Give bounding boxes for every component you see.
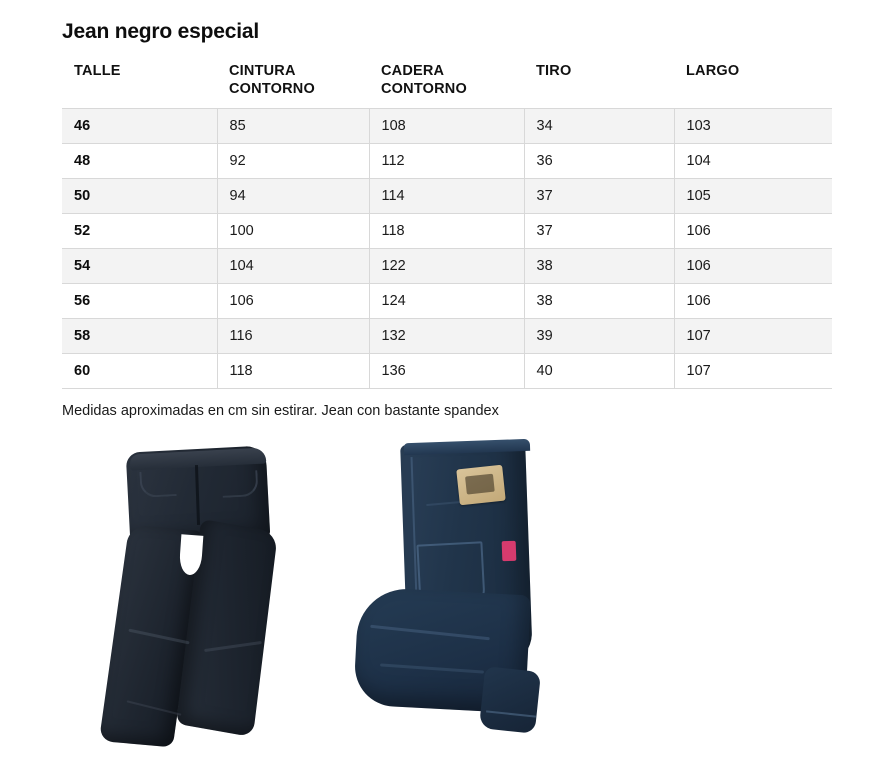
cell-cintura: 94 bbox=[217, 179, 369, 214]
column-header-talle-line1: TALLE bbox=[74, 63, 121, 79]
size-chart-table bbox=[62, 62, 832, 389]
column-header-tiro-line1: TIRO bbox=[536, 63, 572, 79]
cell-talle: 46 bbox=[62, 109, 217, 144]
column-header-cintura-line2: CONTORNO bbox=[229, 81, 315, 98]
column-header-tiro bbox=[524, 62, 674, 109]
cell-tiro: 36 bbox=[524, 144, 674, 179]
column-header-largo bbox=[674, 62, 832, 109]
size-chart-body bbox=[62, 109, 832, 389]
cell-tiro: 38 bbox=[524, 284, 674, 319]
jean-folded-cuff bbox=[479, 666, 541, 734]
table-row bbox=[62, 109, 832, 144]
cell-cadera: 124 bbox=[369, 284, 524, 319]
cell-largo: 104 bbox=[674, 144, 832, 179]
table-header-row bbox=[62, 62, 832, 109]
cell-cadera: 112 bbox=[369, 144, 524, 179]
cell-talle: 56 bbox=[62, 284, 217, 319]
column-header-cintura-line1: CINTURA bbox=[229, 63, 296, 79]
cell-talle: 52 bbox=[62, 214, 217, 249]
table-row bbox=[62, 144, 832, 179]
cell-cintura: 116 bbox=[217, 319, 369, 354]
table-row bbox=[62, 354, 832, 389]
cell-cadera: 132 bbox=[369, 319, 524, 354]
table-row bbox=[62, 179, 832, 214]
cell-largo: 107 bbox=[674, 319, 832, 354]
cell-cadera: 108 bbox=[369, 109, 524, 144]
cell-largo: 106 bbox=[674, 284, 832, 319]
cell-talle: 54 bbox=[62, 249, 217, 284]
column-header-cintura bbox=[217, 62, 369, 109]
cell-cadera: 118 bbox=[369, 214, 524, 249]
measurements-note: Medidas aproximadas en cm sin estirar. Jean con bastante spandex bbox=[62, 403, 499, 420]
table-row bbox=[62, 214, 832, 249]
cell-cadera: 136 bbox=[369, 354, 524, 389]
cell-tiro: 38 bbox=[524, 249, 674, 284]
cell-talle: 48 bbox=[62, 144, 217, 179]
jean-folded-photo bbox=[346, 441, 586, 761]
cell-cintura: 92 bbox=[217, 144, 369, 179]
cell-talle: 50 bbox=[62, 179, 217, 214]
cell-cintura: 104 bbox=[217, 249, 369, 284]
cell-largo: 105 bbox=[674, 179, 832, 214]
cell-cintura: 118 bbox=[217, 354, 369, 389]
cell-talle: 58 bbox=[62, 319, 217, 354]
product-photos bbox=[62, 441, 831, 771]
page-title: Jean negro especial bbox=[62, 20, 259, 43]
cell-talle: 60 bbox=[62, 354, 217, 389]
column-header-talle bbox=[62, 62, 217, 109]
cell-largo: 103 bbox=[674, 109, 832, 144]
column-header-cadera-line1: CADERA bbox=[381, 63, 445, 79]
cell-largo: 106 bbox=[674, 214, 832, 249]
column-header-largo-line1: LARGO bbox=[686, 63, 740, 79]
cell-tiro: 40 bbox=[524, 354, 674, 389]
cell-cadera: 114 bbox=[369, 179, 524, 214]
size-chart-header bbox=[62, 62, 832, 109]
cell-tiro: 39 bbox=[524, 319, 674, 354]
cell-tiro: 37 bbox=[524, 179, 674, 214]
cell-cintura: 85 bbox=[217, 109, 369, 144]
table-row bbox=[62, 249, 832, 284]
cell-tiro: 37 bbox=[524, 214, 674, 249]
table-row bbox=[62, 284, 832, 319]
cell-cintura: 106 bbox=[217, 284, 369, 319]
hang-tag bbox=[456, 465, 506, 506]
table-row bbox=[62, 319, 832, 354]
hang-tag-print bbox=[465, 474, 495, 495]
cell-largo: 106 bbox=[674, 249, 832, 284]
cell-largo: 107 bbox=[674, 354, 832, 389]
jean-unfolded-photo bbox=[76, 449, 306, 759]
cell-tiro: 34 bbox=[524, 109, 674, 144]
column-header-cadera-line2: CONTORNO bbox=[381, 81, 467, 98]
brand-label-tab bbox=[502, 541, 517, 561]
cell-cintura: 100 bbox=[217, 214, 369, 249]
cell-cadera: 122 bbox=[369, 249, 524, 284]
column-header-cadera bbox=[369, 62, 524, 109]
